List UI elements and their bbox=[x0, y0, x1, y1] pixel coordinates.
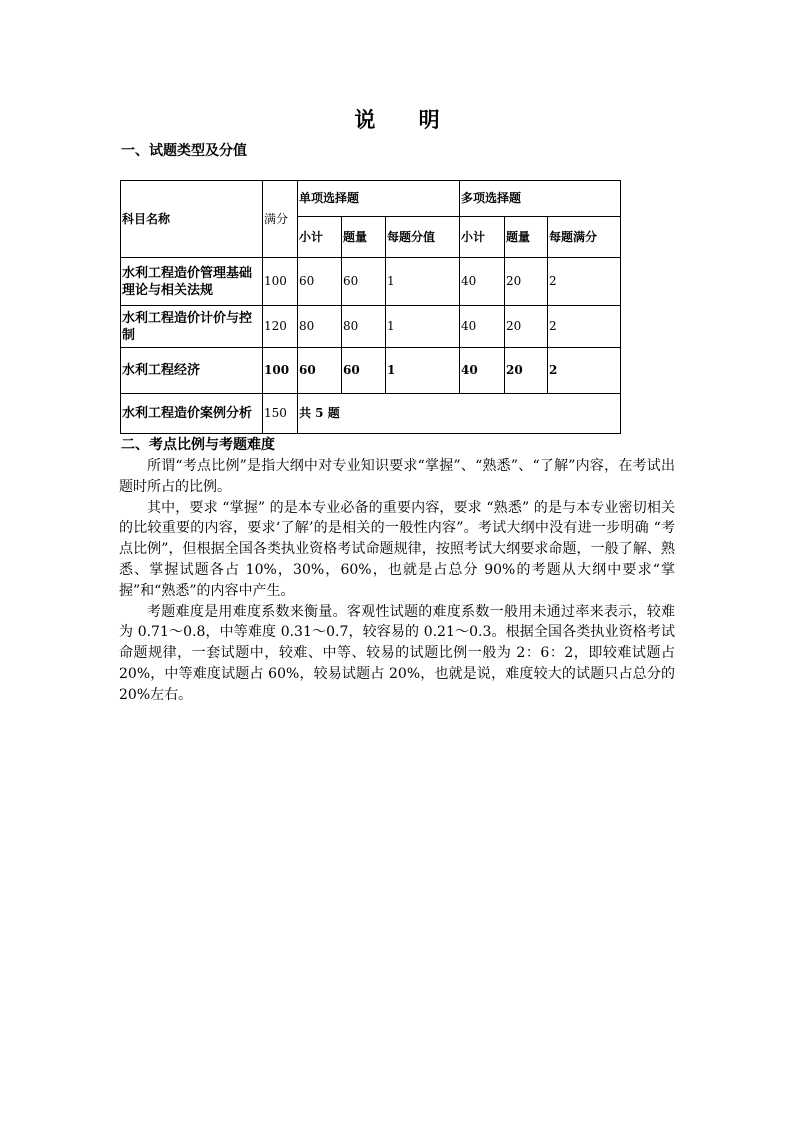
subheader-multi-each: 每题满分 bbox=[548, 217, 621, 258]
row-multi-each: 2 bbox=[548, 348, 621, 394]
table-row bbox=[121, 348, 621, 394]
header-subject: 科目名称 bbox=[121, 181, 263, 258]
page-title: 说 明 bbox=[354, 107, 458, 132]
row-single-total: 60 bbox=[298, 348, 342, 394]
row-single-each: 1 bbox=[386, 348, 460, 394]
row-single-each: 1 bbox=[386, 258, 460, 306]
table-row bbox=[121, 306, 621, 348]
row-multi-total: 40 bbox=[460, 306, 505, 348]
row-multi-each: 2 bbox=[548, 306, 621, 348]
header-multi-choice: 多项选择题 bbox=[460, 181, 621, 217]
row-multi-total: 40 bbox=[460, 348, 505, 394]
row-single-total: 60 bbox=[298, 258, 342, 306]
paragraph: 考题难度是用难度系数来衡量。客观性试题的难度系数一般用未通过率来表示，较难为 0.71～0.8，中等难度 0.31～0.7，较容易的 0.21～0.3。根据全国各类执业资格考试命题规律，一套试题中，较难、中等、较易的试题比例一般为 2：6：2，即较难试题占 20%，中等难度试题占 60%，较易试题占 20%，也就是说，难度较大的试题只占总分的 20%左右。 bbox=[119, 603, 675, 703]
row-full-score: 100 bbox=[263, 348, 298, 394]
row-subject: 水利工程造价案例分析 bbox=[121, 394, 263, 434]
subheader-multi-count: 题量 bbox=[505, 217, 548, 258]
row-full-score: 150 bbox=[263, 394, 298, 434]
row-multi-total: 40 bbox=[460, 258, 505, 306]
row-single-count: 60 bbox=[342, 258, 386, 306]
row-multi-count: 20 bbox=[505, 306, 548, 348]
subheader-single-each: 每题分值 bbox=[386, 217, 460, 258]
paragraph: 其中，要求 “掌握” 的是本专业必备的重要内容，要求 “熟悉” 的是与本专业密切相关的比较重要的内容，要求‘了解’的是相关的一般性内容”。考试大纲中没有进一步明确 “考点比例”，但根据全国各类执业资格考试命题规律，按照考试大纲要求命题，一般了解、熟悉、掌握试题各占 10%，30%，60%，也就是占总分 90%的考题从大纲中要求“掌握”和“熟悉”的内容中产生。 bbox=[119, 499, 675, 599]
table-row bbox=[121, 258, 621, 306]
row-full-score: 100 bbox=[263, 258, 298, 306]
row-case-note: 共 5 题 bbox=[298, 394, 621, 434]
subheader-single-total: 小计 bbox=[298, 217, 342, 258]
table-row bbox=[121, 394, 621, 434]
row-multi-count: 20 bbox=[505, 258, 548, 306]
header-single-choice: 单项选择题 bbox=[298, 181, 460, 217]
row-single-count: 80 bbox=[342, 306, 386, 348]
row-single-count: 60 bbox=[342, 348, 386, 394]
section-heading-exam-points: 二、考点比例与考题难度 bbox=[121, 437, 275, 453]
subheader-single-count: 题量 bbox=[342, 217, 386, 258]
row-single-total: 80 bbox=[298, 306, 342, 348]
row-subject: 水利工程造价计价与控制 bbox=[121, 306, 263, 348]
paragraph: 所谓“考点比例”是指大纲中对专业知识要求“掌握”、“熟悉”、“了解”内容，在考试出题时所占的比例。 bbox=[119, 458, 675, 495]
header-full-score: 满分 bbox=[263, 181, 298, 258]
section-heading-question-types: 一、试题类型及分值 bbox=[121, 143, 247, 159]
row-single-each: 1 bbox=[386, 306, 460, 348]
subheader-multi-total: 小计 bbox=[460, 217, 505, 258]
row-multi-count: 20 bbox=[505, 348, 548, 394]
section2-body bbox=[119, 456, 675, 706]
score-table bbox=[120, 180, 621, 434]
row-full-score: 120 bbox=[263, 306, 298, 348]
row-multi-each: 2 bbox=[548, 258, 621, 306]
row-subject: 水利工程造价管理基础理论与相关法规 bbox=[121, 258, 263, 306]
row-subject: 水利工程经济 bbox=[121, 348, 263, 394]
